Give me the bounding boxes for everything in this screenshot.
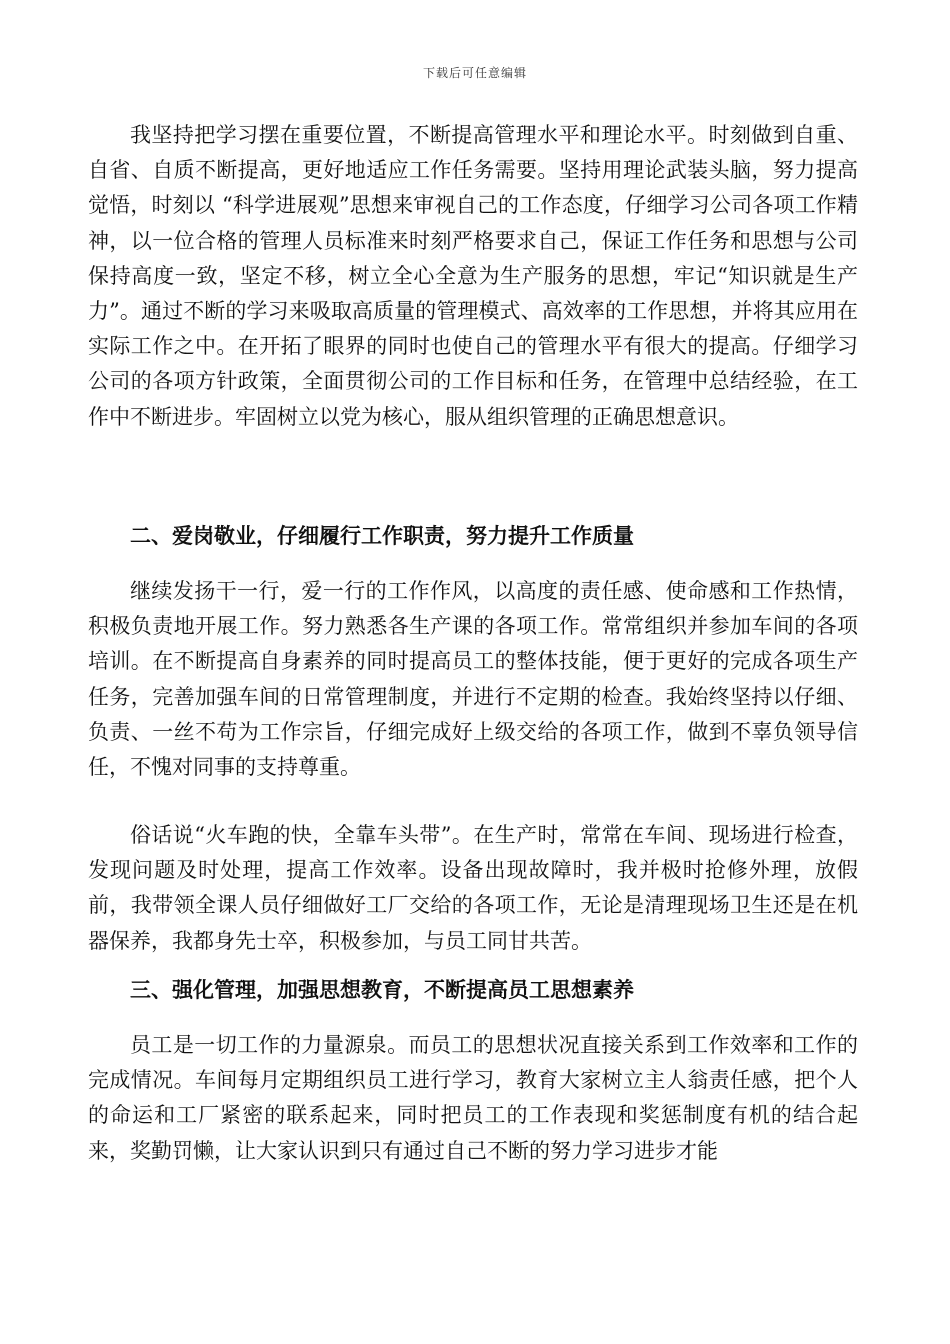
paragraph-staff: 员工是一切工作的力量源泉。而员工的思想状况直接关系到工作效率和工作的完成情况。车间每月定期组织员工进行学习，教育大家树立主人翁责任感，把个人的命运和工厂紧密的联系起来，同时把员工的工作表现和奖惩制度有机的结合起来，奖勤罚懒，让大家认识到只有通过自己不断的努力学习进步才能 — [88, 1033, 858, 1163]
paragraph-study: 我坚持把学习摆在重要位置，不断提高管理水平和理论水平。时刻做到自重、自省、自质不断提高，更好地适应工作任务需要。坚持用理论武装头脑，努力提高觉悟，时刻以 “科学进展观”思想来审视自己的工作态度，仔细学习公司各项工作精神，以一位合格的管理人员标准来时刻严格要求自己，保证工作任务和思想与公司保持高度一致，坚定不移，树立全心全意为生产服务的思想，牢记“知识就是生产力”。通过不断的学习来吸取高质量的管理模式、高效率的工作思想，并将其应用在实际工作之中。在开拓了眼界的同时也使自己的管理水平有很大的提高。仔细学习公司的各项方针政策，全面贯彻公司的工作目标和任务，在管理中总结经验，在工作中不断进步。牢固树立以党为核心，服从组织管理的正确思想意识。 — [88, 123, 858, 429]
section-heading-3: 三、强化管理，加强思想教育，不断提高员工思想素养 — [130, 977, 634, 1002]
section-heading-2: 二、爱岗敬业，仔细履行工作职责，努力提升工作质量 — [130, 523, 634, 548]
paragraph-dedication: 继续发扬干一行，爱一行的工作作风，以高度的责任感、使命感和工作热情，积极负责地开展工作。努力熟悉各生产课的各项工作。常常组织并参加车间的各项培训。在不断提高自身素养的同时提高员工的整体技能，便于更好的完成各项生产任务，完善加强车间的日常管理制度，并进行不定期的检查。我始终坚持以仔细、负责、一丝不苟为工作宗旨，仔细完成好上级交给的各项工作，做到不辜负领导信任，不愧对同事的支持尊重。 — [88, 579, 858, 780]
document-body — [88, 118, 858, 1163]
header-note: 下载后可任意编辑 — [422, 66, 527, 80]
paragraph-leadership: 俗话说“火车跑的快，全靠车头带”。在生产时，常常在车间、现场进行检查，发现问题及时处理，提高工作效率。设备出现故障时，我并极时抢修外理，放假前，我带领全课人员仔细做好工厂交给的各项工作，无论是清理现场卫生还是在机器保养，我都身先士卒，积极参加，与员工同甘共苦。 — [88, 823, 858, 953]
